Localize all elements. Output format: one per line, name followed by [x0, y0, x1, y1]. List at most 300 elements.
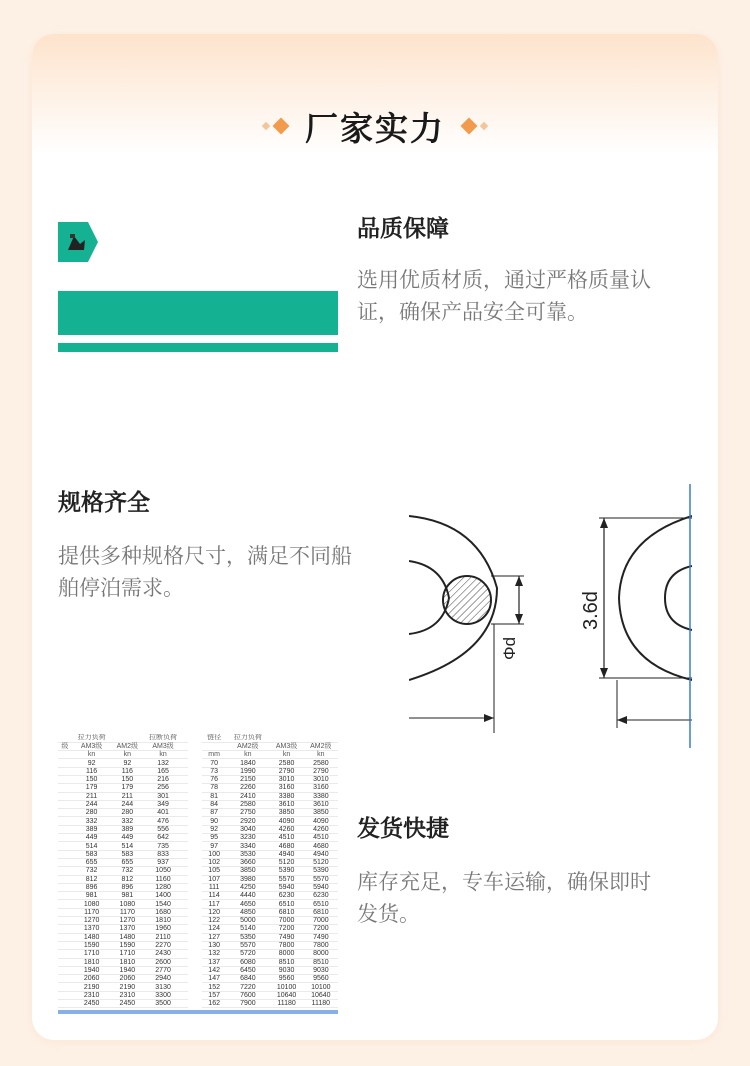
table-cell: 1480: [72, 933, 112, 941]
brand-banner-graphic: [58, 214, 338, 364]
table-cell: 732: [72, 867, 112, 875]
table-cell: 92: [112, 759, 144, 767]
table-cell: 6450: [226, 966, 269, 974]
table-cell: 4250: [226, 883, 269, 891]
table-cell: 1590: [72, 941, 112, 949]
table-cell: 1940: [72, 966, 112, 974]
title-row: [32, 104, 718, 148]
table-row: [202, 834, 338, 842]
table-header-cell: AM2级: [226, 742, 269, 750]
table-row: [58, 991, 188, 999]
table-cell: 122: [202, 917, 226, 925]
table-cell: 9560: [304, 975, 338, 983]
table-cell: 583: [112, 850, 144, 858]
table-cell: [58, 867, 72, 875]
table-cell: 2150: [226, 775, 269, 783]
table-cell: 3660: [226, 858, 269, 866]
table-cell: 1400: [143, 892, 183, 900]
table-cell: 812: [112, 875, 144, 883]
table-cell: [58, 900, 72, 908]
table-cell: 124: [202, 925, 226, 933]
table-cell: 132: [202, 950, 226, 958]
table-cell: 76: [202, 775, 226, 783]
table-row: [202, 809, 338, 817]
table-cell: [58, 792, 72, 800]
table-cell: 120: [202, 908, 226, 916]
table-cell: 8000: [304, 950, 338, 958]
table-cell: 1810: [112, 958, 144, 966]
table-cell: 6510: [269, 900, 303, 908]
table-row: [202, 875, 338, 883]
table-cell: 179: [112, 784, 144, 792]
table-cell: 4680: [304, 842, 338, 850]
table-header-cell: kn: [143, 751, 183, 759]
table-cell: 280: [112, 809, 144, 817]
table-cell: 5000: [226, 917, 269, 925]
table-cell: 3850: [269, 809, 303, 817]
table-cell: 301: [143, 792, 183, 800]
table-cell: 150: [72, 775, 112, 783]
table-cell: 117: [202, 900, 226, 908]
table-cell: 514: [72, 842, 112, 850]
table-cell: 1590: [112, 941, 144, 949]
table-cell: 2580: [304, 759, 338, 767]
table-cell: 5120: [269, 858, 303, 866]
table-cell: 127: [202, 933, 226, 941]
table-cell: 2190: [72, 983, 112, 991]
table-cell: 1080: [112, 900, 144, 908]
table-cell: 6840: [226, 975, 269, 983]
dimension-label-36d: 3.6d: [580, 591, 602, 630]
table-cell: 1370: [72, 925, 112, 933]
table-cell: 1280: [143, 883, 183, 891]
table-cell: 5570: [226, 941, 269, 949]
table-cell: 1710: [112, 950, 144, 958]
table-cell: 1170: [72, 908, 112, 916]
table-cell: 84: [202, 800, 226, 808]
table-row: [202, 917, 338, 925]
table-cell: 2110: [143, 933, 183, 941]
table-cell: 2310: [112, 991, 144, 999]
table-cell: 8000: [269, 950, 303, 958]
table-cell: 5720: [226, 950, 269, 958]
table-cell: 2920: [226, 817, 269, 825]
table-cell: [58, 1000, 72, 1008]
table-row: [202, 966, 338, 974]
table-cell: 1940: [112, 966, 144, 974]
table-cell: [58, 883, 72, 891]
table-cell: [58, 908, 72, 916]
diamond-icon: [461, 118, 478, 135]
table-cell: 5350: [226, 933, 269, 941]
table-header-cell: 拉断负荷: [143, 734, 183, 742]
table-cell: [58, 925, 72, 933]
table-cell: 11180: [269, 1000, 303, 1008]
table-row: [58, 983, 188, 991]
table-header-cell: [269, 734, 303, 742]
table-cell: 2260: [226, 784, 269, 792]
table-cell: 4090: [304, 817, 338, 825]
table-cell: 2410: [226, 792, 269, 800]
table-header-cell: kn: [269, 751, 303, 759]
table-header-row: [58, 751, 188, 759]
table-cell: 10640: [269, 991, 303, 999]
table-row: [202, 892, 338, 900]
table-cell: 4510: [269, 834, 303, 842]
table-cell: 70: [202, 759, 226, 767]
table-cell: 3230: [226, 834, 269, 842]
table-header-cell: AM3级: [143, 742, 183, 750]
table-cell: [58, 966, 72, 974]
table-cell: 7900: [226, 1000, 269, 1008]
table-cell: [58, 975, 72, 983]
table-cell: 162: [202, 1000, 226, 1008]
table-row: [58, 975, 188, 983]
table-cell: 9030: [304, 966, 338, 974]
table-cell: 3380: [304, 792, 338, 800]
table-row: [202, 908, 338, 916]
table-cell: 216: [143, 775, 183, 783]
table-row: [58, 784, 188, 792]
table-header-cell: AM3级: [269, 742, 303, 750]
table-cell: 583: [72, 850, 112, 858]
table-cell: 1840: [226, 759, 269, 767]
table-cell: 896: [72, 883, 112, 891]
table-cell: 244: [112, 800, 144, 808]
table-cell: 244: [72, 800, 112, 808]
table-cell: 211: [72, 792, 112, 800]
table-cell: [58, 800, 72, 808]
table-cell: [58, 950, 72, 958]
table-cell: 981: [112, 892, 144, 900]
table-cell: 556: [143, 825, 183, 833]
table-cell: 6230: [269, 892, 303, 900]
table-cell: 1810: [143, 917, 183, 925]
table-row: [202, 792, 338, 800]
table-cell: [58, 958, 72, 966]
table-cell: [58, 991, 72, 999]
chain-link-diagram: [409, 448, 692, 748]
table-cell: 7600: [226, 991, 269, 999]
table-cell: 5940: [269, 883, 303, 891]
table-cell: 147: [202, 975, 226, 983]
table-header-cell: kn: [304, 751, 338, 759]
table-cell: 7800: [304, 941, 338, 949]
table-cell: 152: [202, 983, 226, 991]
table-cell: 105: [202, 867, 226, 875]
table-cell: 4850: [226, 908, 269, 916]
table-cell: 2310: [72, 991, 112, 999]
table-cell: 4260: [269, 825, 303, 833]
table-row: [202, 950, 338, 958]
table-cell: 4090: [269, 817, 303, 825]
table-cell: 4440: [226, 892, 269, 900]
table-cell: 5390: [304, 867, 338, 875]
table-cell: 2600: [143, 958, 183, 966]
table-cell: 514: [112, 842, 144, 850]
table-row: [58, 900, 188, 908]
feature-title: 发货快捷: [357, 816, 449, 842]
table-cell: 87: [202, 809, 226, 817]
table-cell: [58, 917, 72, 925]
table-cell: 2750: [226, 809, 269, 817]
table-cell: 256: [143, 784, 183, 792]
feature-desc-line: 舶停泊需求。: [58, 576, 184, 600]
table-cell: 981: [72, 892, 112, 900]
table-cell: [58, 775, 72, 783]
table-cell: 116: [112, 767, 144, 775]
table-cell: 1270: [112, 917, 144, 925]
table-cell: 1080: [72, 900, 112, 908]
table-cell: 1170: [112, 908, 144, 916]
table-cell: 165: [143, 767, 183, 775]
table-row: [202, 983, 338, 991]
table-row: [202, 975, 338, 983]
table-row: [58, 842, 188, 850]
table-cell: 81: [202, 792, 226, 800]
table-row: [58, 867, 188, 875]
table-row: [58, 883, 188, 891]
table-cell: 1990: [226, 767, 269, 775]
table-cell: 4680: [269, 842, 303, 850]
table-cell: 332: [112, 817, 144, 825]
table-cell: 2190: [112, 983, 144, 991]
table-header-cell: [58, 734, 72, 742]
table-row: [58, 817, 188, 825]
table-cell: 7800: [269, 941, 303, 949]
table-row: [58, 834, 188, 842]
table-cell: 10100: [304, 983, 338, 991]
table-header-cell: mm: [202, 751, 226, 759]
table-cell: 130: [202, 941, 226, 949]
table-cell: 1050: [143, 867, 183, 875]
spec-table-left: [58, 734, 188, 1008]
table-row: [58, 1000, 188, 1008]
table-cell: 111: [202, 883, 226, 891]
table-row: [202, 775, 338, 783]
table-row: [58, 858, 188, 866]
small-diamond-icon: [262, 122, 270, 130]
table-cell: 5390: [269, 867, 303, 875]
table-header-cell: kn: [226, 751, 269, 759]
table-header-cell: AM2级: [112, 742, 144, 750]
table-row: [58, 767, 188, 775]
table-cell: 2770: [143, 966, 183, 974]
table-cell: 642: [143, 834, 183, 842]
table-row: [58, 850, 188, 858]
table-cell: 114: [202, 892, 226, 900]
table-cell: 9560: [269, 975, 303, 983]
table-cell: 3130: [143, 983, 183, 991]
table-cell: 476: [143, 817, 183, 825]
table-cell: 6230: [304, 892, 338, 900]
table-cell: 8510: [269, 958, 303, 966]
table-row: [202, 800, 338, 808]
table-header-cell: 拉力负荷: [72, 734, 112, 742]
table-cell: 7200: [269, 925, 303, 933]
table-cell: [58, 983, 72, 991]
spec-table-image: [58, 734, 338, 1014]
table-cell: 937: [143, 858, 183, 866]
table-header-row: [58, 734, 188, 742]
table-cell: 1540: [143, 900, 183, 908]
table-cell: [58, 834, 72, 842]
table-cell: 2270: [143, 941, 183, 949]
table-cell: 8510: [304, 958, 338, 966]
table-cell: [58, 892, 72, 900]
table-cell: [58, 809, 72, 817]
table-cell: [58, 933, 72, 941]
table-cell: 3850: [226, 867, 269, 875]
table-cell: 280: [72, 809, 112, 817]
table-cell: 389: [112, 825, 144, 833]
table-cell: 833: [143, 850, 183, 858]
table-row: [58, 925, 188, 933]
table-row: [58, 966, 188, 974]
table-cell: 7220: [226, 983, 269, 991]
table-cell: 2790: [304, 767, 338, 775]
table-cell: 7490: [304, 933, 338, 941]
table-cell: 5570: [269, 875, 303, 883]
table-row: [58, 950, 188, 958]
table-cell: 7000: [304, 917, 338, 925]
table-row: [58, 759, 188, 767]
table-cell: 4510: [304, 834, 338, 842]
table-row: [58, 809, 188, 817]
table-cell: 7490: [269, 933, 303, 941]
table-header-cell: [112, 734, 144, 742]
table-row: [58, 875, 188, 883]
table-cell: 3380: [269, 792, 303, 800]
table-cell: 116: [72, 767, 112, 775]
table-cell: 95: [202, 834, 226, 842]
table-cell: 389: [72, 825, 112, 833]
table-cell: 3530: [226, 850, 269, 858]
table-row: [202, 1000, 338, 1008]
feature-desc-line: 证，确保产品安全可靠。: [357, 300, 588, 324]
feature-title: 规格齐全: [58, 490, 150, 516]
dimension-label-d: Φd: [500, 636, 519, 660]
factory-strength-card: [32, 34, 718, 1040]
table-cell: 732: [112, 867, 144, 875]
table-cell: 896: [112, 883, 144, 891]
table-cell: 401: [143, 809, 183, 817]
table-row: [202, 925, 338, 933]
table-cell: 7000: [269, 917, 303, 925]
table-cell: 137: [202, 958, 226, 966]
feature-desc-line: 库存充足，专车运输，确保即时: [357, 870, 651, 894]
table-cell: 1480: [112, 933, 144, 941]
table-cell: 2450: [72, 1000, 112, 1008]
table-cell: 3340: [226, 842, 269, 850]
table-cell: 2450: [112, 1000, 144, 1008]
table-cell: 179: [72, 784, 112, 792]
table-cell: 3010: [304, 775, 338, 783]
table-cell: 4940: [304, 850, 338, 858]
table-cell: 5570: [304, 875, 338, 883]
feature-desc-line: 选用优质材质，通过严格质量认: [357, 268, 651, 292]
table-cell: 332: [72, 817, 112, 825]
table-cell: 6080: [226, 958, 269, 966]
table-row: [58, 933, 188, 941]
table-cell: 655: [112, 858, 144, 866]
table-cell: [58, 759, 72, 767]
table-cell: 349: [143, 800, 183, 808]
table-header-cell: kn: [72, 751, 112, 759]
table-cell: 5120: [304, 858, 338, 866]
table-cell: 92: [202, 825, 226, 833]
table-row: [202, 825, 338, 833]
table-header-cell: 链径: [202, 734, 226, 742]
table-header-row: [58, 742, 188, 750]
table-cell: 1710: [72, 950, 112, 958]
table-cell: 102: [202, 858, 226, 866]
table-row: [202, 941, 338, 949]
chain-dimension-drawing: [409, 448, 692, 748]
table-cell: 812: [72, 875, 112, 883]
table-header-row: [202, 751, 338, 759]
table-cell: 3850: [304, 809, 338, 817]
table-header-cell: AM2级: [304, 742, 338, 750]
table-cell: 1810: [72, 958, 112, 966]
table-row: [202, 867, 338, 875]
table-row: [202, 933, 338, 941]
table-cell: 2430: [143, 950, 183, 958]
table-header-cell: [58, 751, 72, 759]
table-header-cell: 拉力负荷: [226, 734, 269, 742]
table-cell: 1960: [143, 925, 183, 933]
feature-desc-line: 发货。: [357, 902, 420, 926]
table-cell: 5140: [226, 925, 269, 933]
table-row: [202, 958, 338, 966]
table-row: [202, 991, 338, 999]
table-row: [202, 850, 338, 858]
table-row: [58, 892, 188, 900]
table-cell: 11180: [304, 1000, 338, 1008]
table-cell: [58, 825, 72, 833]
table-cell: [58, 842, 72, 850]
diamond-icon: [273, 118, 290, 135]
section-title: 厂家实力: [305, 108, 445, 148]
table-cell: 2790: [269, 767, 303, 775]
table-cell: [58, 850, 72, 858]
table-cell: 2060: [112, 975, 144, 983]
table-cell: 3500: [143, 1000, 183, 1008]
table-cell: 90: [202, 817, 226, 825]
table-row: [202, 817, 338, 825]
table-row: [202, 858, 338, 866]
table-row: [58, 958, 188, 966]
table-cell: 3160: [304, 784, 338, 792]
table-cell: 78: [202, 784, 226, 792]
feature-title: 品质保障: [357, 216, 449, 242]
table-cell: 4940: [269, 850, 303, 858]
table-cell: [58, 817, 72, 825]
table-cell: 735: [143, 842, 183, 850]
table-cell: 97: [202, 842, 226, 850]
table-row: [58, 792, 188, 800]
feature-desc-line: 提供多种规格尺寸，满足不同船: [58, 544, 352, 568]
table-cell: 142: [202, 966, 226, 974]
table-cell: 3300: [143, 991, 183, 999]
table-row: [202, 759, 338, 767]
table-header-row: [202, 742, 338, 750]
table-cell: 107: [202, 875, 226, 883]
table-cell: 6510: [304, 900, 338, 908]
table-cell: 3160: [269, 784, 303, 792]
table-cell: [58, 875, 72, 883]
table-cell: 2580: [269, 759, 303, 767]
